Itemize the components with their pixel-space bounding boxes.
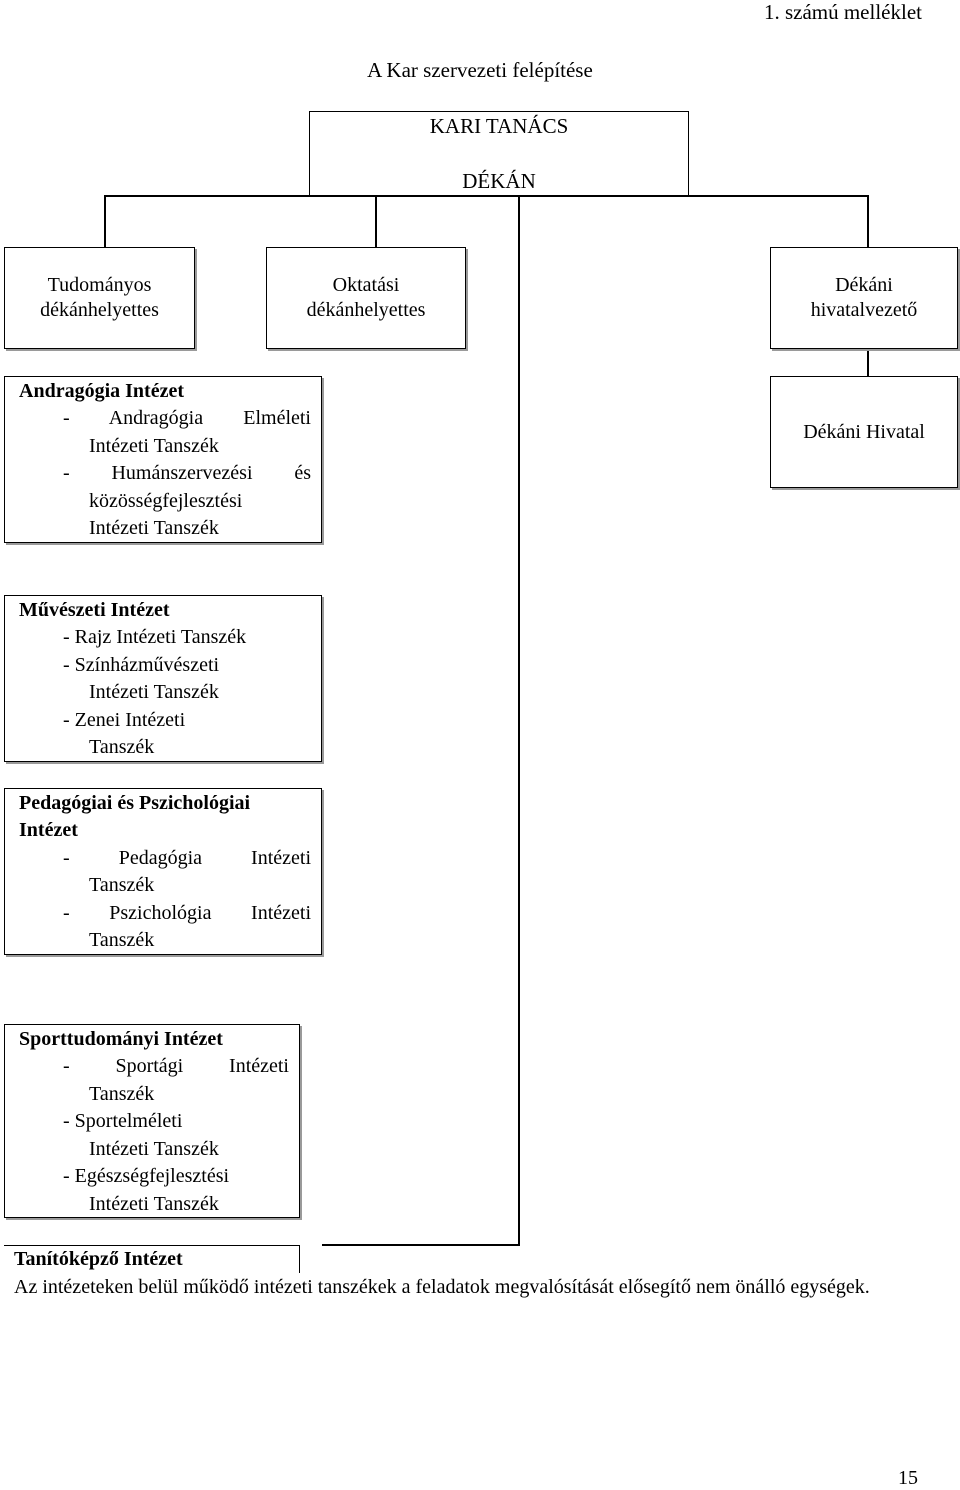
education-vice-dean-box	[266, 247, 466, 349]
council-label: KARI TANÁCS	[429, 114, 569, 138]
research-vice-dean-line1: Tudományos	[47, 274, 152, 296]
institute-andragogy-box	[4, 376, 322, 543]
page-number: 15	[898, 1467, 918, 1489]
institute-pedagogy-psychology-box	[4, 788, 322, 955]
dept-line: - Rajz Intézeti Tanszék	[63, 626, 247, 648]
dept-line: Tanszék	[89, 874, 155, 896]
dept-line: Intézeti Tanszék	[89, 517, 219, 539]
connector	[867, 195, 869, 247]
office-head-line1: Dékáni	[835, 274, 893, 296]
institute-sports-science-title: Sporttudományi Intézet	[19, 1028, 223, 1050]
page-title: A Kar szervezeti felépítése	[367, 58, 593, 82]
connector	[104, 195, 106, 247]
connector	[518, 195, 520, 1245]
research-vice-dean-line2: dékánhelyettes	[40, 299, 159, 321]
institute-arts-title: Művészeti Intézet	[19, 599, 170, 621]
dept-line: - Színházművészeti	[63, 654, 220, 676]
dept-line: - Pszichológia Intézeti	[63, 902, 311, 924]
education-vice-dean-line1: Oktatási	[332, 274, 400, 296]
dept-line: Intézeti Tanszék	[89, 681, 219, 703]
institute-teacher-training-title: Tanítóképző Intézet	[14, 1248, 183, 1270]
dept-line: - Andragógia Elméleti	[63, 407, 311, 429]
dept-line: - Egészségfejlesztési	[63, 1165, 230, 1187]
institute-pedagogy-psychology-title-line2: Intézet	[19, 819, 78, 841]
dept-line: Tanszék	[89, 1083, 155, 1105]
connector	[322, 1244, 520, 1246]
dept-line: Tanszék	[89, 929, 155, 951]
dept-line: - Zenei Intézeti	[63, 709, 186, 731]
dept-line: - Sportelméleti	[63, 1110, 183, 1132]
dept-line: Intézeti Tanszék	[89, 435, 219, 457]
annex-label: 1. számú melléklet	[763, 0, 922, 24]
dept-line: Intézeti Tanszék	[89, 1138, 219, 1160]
connector	[104, 195, 868, 197]
deans-office-label: Dékáni Hivatal	[803, 420, 925, 443]
dept-line: - Humánszervezési és	[63, 462, 311, 484]
institute-pedagogy-psychology-title-line1: Pedagógiai és Pszichológiai	[19, 792, 251, 814]
institute-teacher-training-box	[4, 1245, 300, 1273]
institute-sports-science-box	[4, 1024, 300, 1218]
institute-arts-box	[4, 595, 322, 762]
office-head-box	[770, 247, 958, 349]
dean-label: DÉKÁN	[462, 169, 536, 193]
deans-office-box	[770, 376, 958, 488]
connector	[867, 349, 869, 376]
dept-line: Tanszék	[89, 736, 155, 758]
council-dean-box	[309, 111, 689, 196]
footnote: Az intézeteken belül működő intézeti tanszékek a feladatok megvalósítását elősegítő nem önálló egységek.	[14, 1276, 870, 1298]
dept-line: - Sportági Intézeti	[63, 1055, 289, 1077]
office-head-line2: hivatalvezető	[810, 299, 918, 321]
dept-line: Intézeti Tanszék	[89, 1193, 219, 1215]
dept-line: közösségfejlesztési	[89, 490, 243, 512]
connector	[375, 195, 377, 247]
institute-andragogy-title: Andragógia Intézet	[19, 380, 184, 402]
dept-line: - Pedagógia Intézeti	[63, 847, 311, 869]
research-vice-dean-box	[4, 247, 195, 349]
education-vice-dean-line2: dékánhelyettes	[306, 299, 426, 321]
